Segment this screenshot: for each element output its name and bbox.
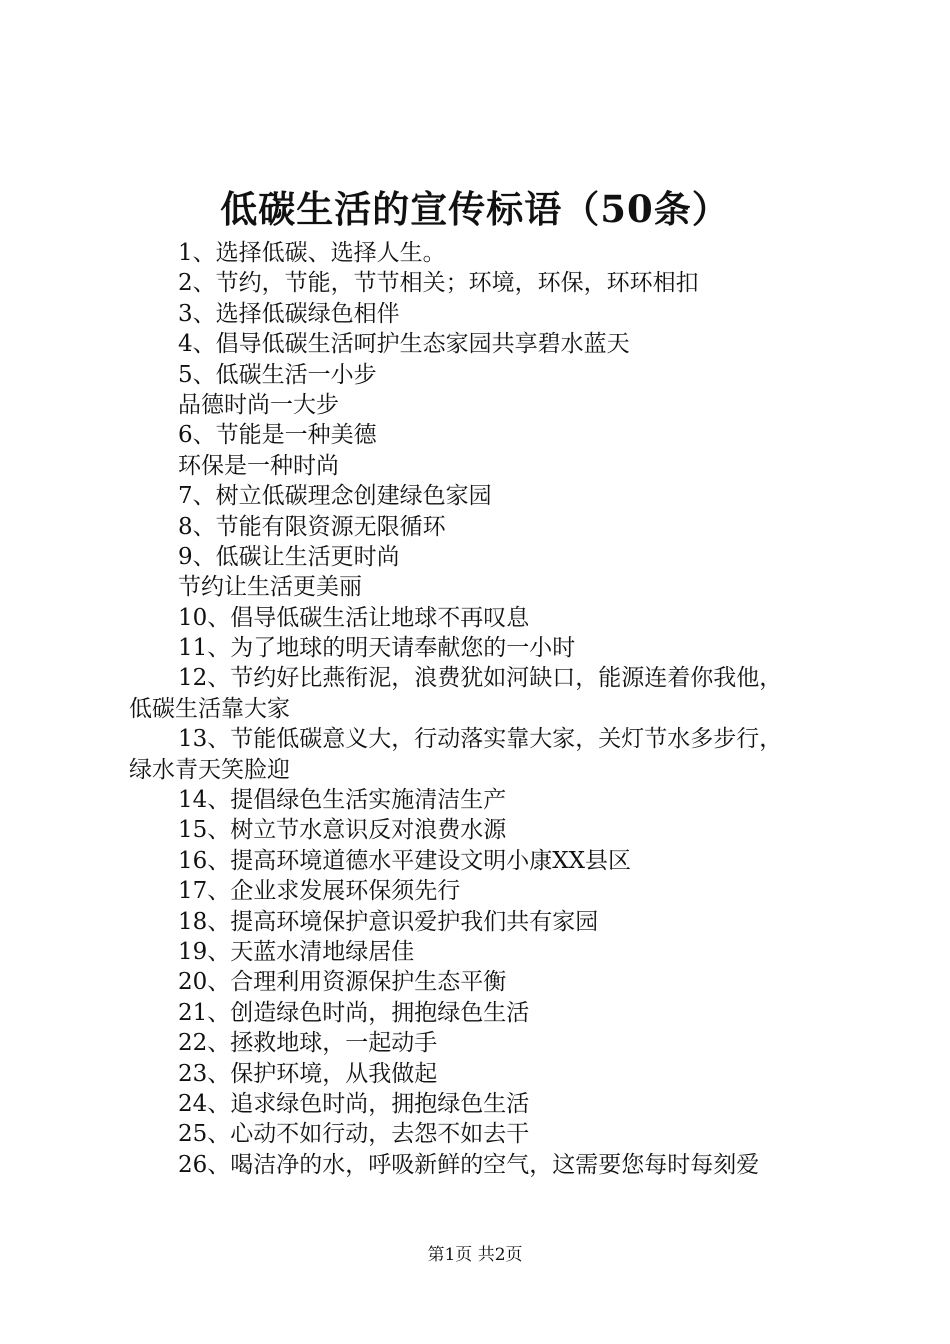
text-line: 9、低碳让生活更时尚	[178, 543, 400, 570]
text-line: 25、心动不如行动，去怨不如去干	[178, 1121, 530, 1148]
text-line-continuation: 低碳生活靠大家	[129, 695, 290, 722]
text-line: 21、创造绿色时尚，拥抱绿色生活	[178, 999, 530, 1026]
text-line-continuation: 绿水青天笑脸迎	[129, 756, 290, 783]
text-line: 19、天蓝水清地绿居佳	[178, 938, 415, 965]
text-line: 8、节能有限资源无限循环	[178, 513, 446, 540]
text-line: 16、提高环境道德水平建设文明小康XX县区	[178, 847, 632, 874]
document-title: 低碳生活的宣传标语（50条）	[220, 187, 730, 231]
text-line: 6、节能是一种美德	[178, 422, 377, 449]
document-body	[129, 238, 849, 1180]
text-line: 11、为了地球的明天请奉献您的一小时	[178, 635, 576, 662]
text-line: 17、企业求发展环保须先行	[178, 878, 461, 905]
text-line: 7、树立低碳理念创建绿色家园	[178, 483, 492, 510]
text-line: 20、合理利用资源保护生态平衡	[178, 969, 507, 996]
text-line: 15、树立节水意识反对浪费水源	[178, 817, 507, 844]
text-line: 24、追求绿色时尚，拥抱绿色生活	[178, 1090, 530, 1117]
text-line: 18、提高环境保护意识爱护我们共有家园	[178, 908, 599, 935]
text-line: 12、节约好比燕衔泥，浪费犹如河缺口，能源连着你我他，	[178, 665, 783, 692]
text-line: 26、喝洁净的水，呼吸新鲜的空气，这需要您每时每刻爱	[178, 1151, 760, 1178]
text-line: 节约让生活更美丽	[178, 574, 362, 601]
text-line: 3、选择低碳绿色相伴	[178, 300, 400, 327]
page-footer: 第1页 共2页	[427, 1245, 523, 1265]
text-line: 品德时尚一大步	[178, 391, 339, 418]
text-line: 10、倡导低碳生活让地球不再叹息	[178, 604, 530, 631]
text-line: 5、低碳生活一小步	[178, 361, 377, 388]
text-line: 环保是一种时尚	[178, 452, 339, 479]
text-line: 23、保护环境，从我做起	[178, 1060, 438, 1087]
text-line: 13、节能低碳意义大，行动落实靠大家，关灯节水多步行，	[178, 726, 783, 753]
text-line: 1、选择低碳、选择人生。	[178, 240, 446, 266]
text-line: 2、节约，节能，节节相关；环境，环保，环环相扣	[178, 270, 699, 297]
text-line: 22、拯救地球，一起动手	[178, 1030, 438, 1057]
text-line: 4、倡导低碳生活呵护生态家园共享碧水蓝天	[178, 331, 630, 358]
text-line: 14、提倡绿色生活实施清洁生产	[178, 787, 507, 814]
